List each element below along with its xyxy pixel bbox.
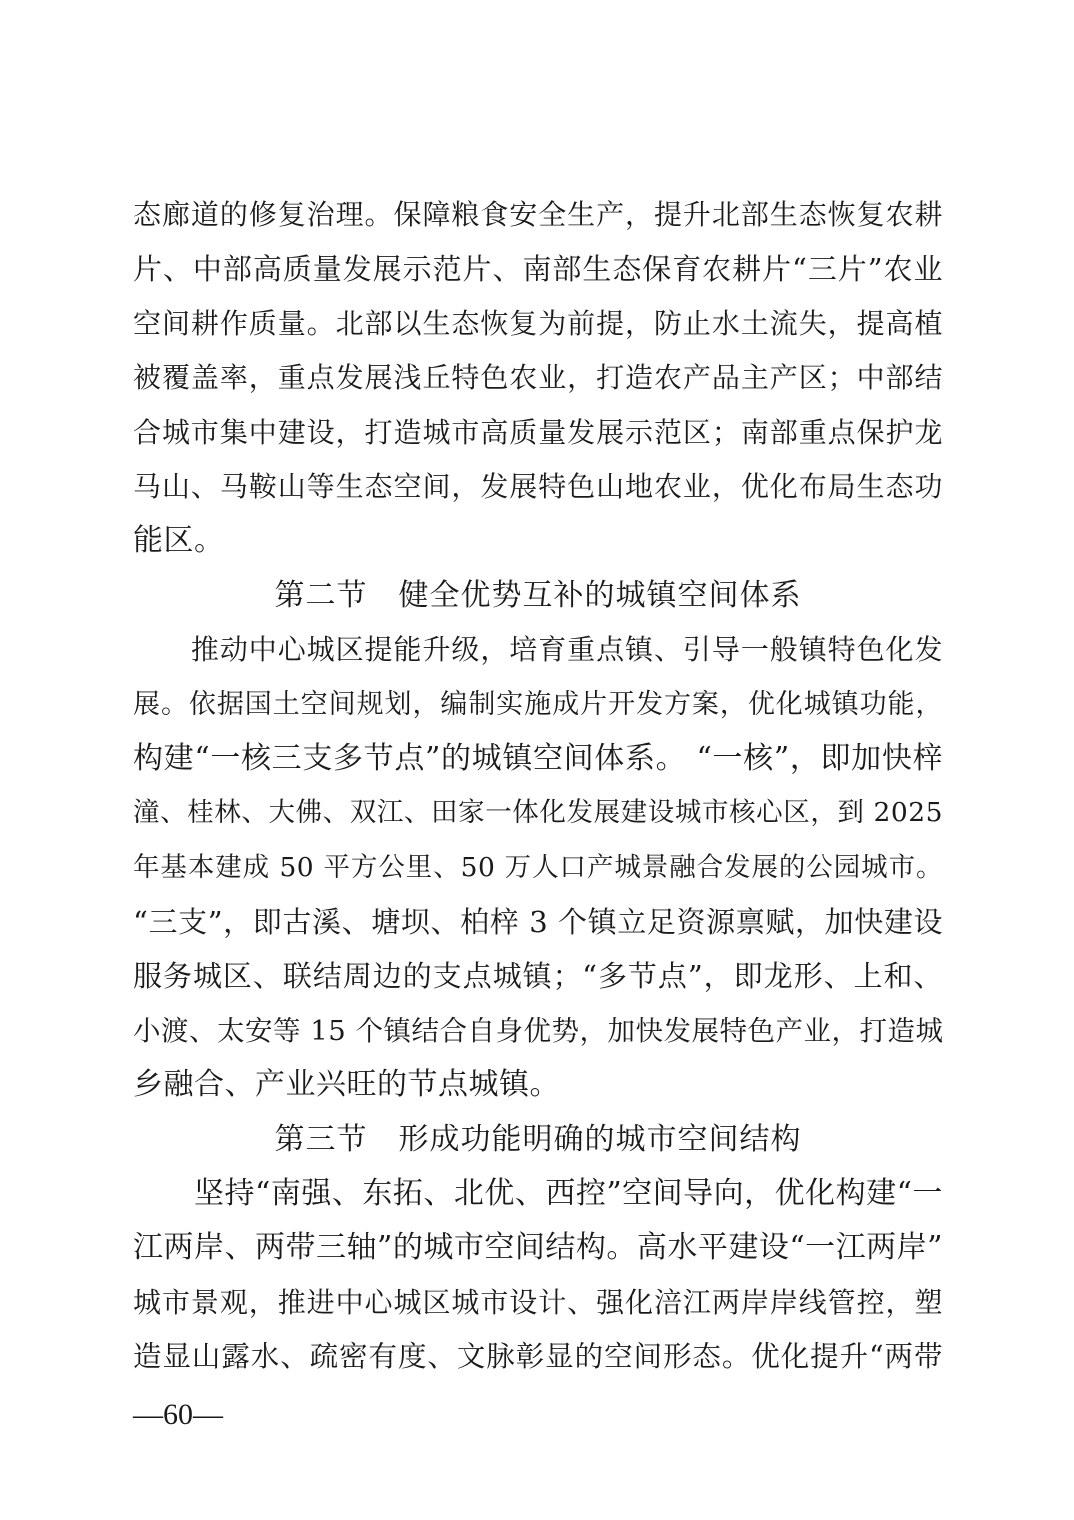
paragraph-line: 构建“一核三支多节点”的城镇空间体系。 “一核”，即加快梓 [133,740,943,776]
paragraph-line: 服务城区、联结周边的支点城镇；“多节点”，即龙形、上和、 [133,959,943,994]
paragraph-line: 能区。 [133,523,225,559]
paragraph-line: 马山、马鞍山等生态空间，发展特色山地农业，优化布局生态功 [133,469,943,503]
paragraph-line: 推动中心城区提能升级，培育重点镇、引导一般镇特色化发 [133,633,943,667]
section-heading: 第三节 形成功能明确的城市空间结构 [274,1121,802,1157]
paragraph-line: 空间耕作质量。北部以生态恢复为前提，防止水土流失，提高植 [133,306,943,340]
paragraph-line: 合城市集中建设，打造城市高质量发展示范区；南部重点保护龙 [133,415,943,449]
paragraph-line: 坚持“南强、东拓、北优、西控”空间导向，优化构建“一 [133,1176,944,1212]
paragraph-line: 态廊道的修复治理。保障粮食安全生产，提升北部生态恢复农耕 [133,198,943,231]
paragraph-line: 潼、桂林、大佛、双江、田家一体化发展建设城市核心区，到 2025 [133,797,943,829]
paragraph-line: 小渡、太安等 15 个镇结合自身优势，加快发展特色产业，打造城 [133,1014,944,1047]
paragraph-line: 城市景观，推进中心城区城市设计、强化涪江两岸岸线管控，塑 [133,1285,943,1319]
paragraph-line: 年基本建成 50 平方公里、50 万人口产城景融合发展的公园城市。 [133,851,943,883]
page-number: —60— [133,1398,223,1431]
paragraph-line: 造显山露水、疏密有度、文脉彰显的空间形态。优化提升“两带 [133,1340,943,1374]
paragraph-line: “三支”，即古溪、塘坝、柏梓 3 个镇立足资源禀赋，加快建设 [133,905,943,940]
section-heading: 第二节 健全优势互补的城镇空间体系 [274,577,802,613]
paragraph-line: 片、中部高质量发展示范片、南部生态保育农耕片“三片”农业 [133,252,943,287]
document-body [133,188,943,1385]
paragraph-line: 展。依据国土空间规划，编制实施成片开发方案，优化城镇功能， [133,688,943,720]
paragraph-line: 被覆盖率，重点发展浅丘特色农业，打造农产品主产区；中部结 [133,361,943,395]
paragraph-line: 乡融合、产业兴旺的节点城镇。 [133,1067,560,1103]
paragraph-line: 江两岸、两带三轴”的城市空间结构。高水平建设“一江两岸” [133,1230,944,1266]
